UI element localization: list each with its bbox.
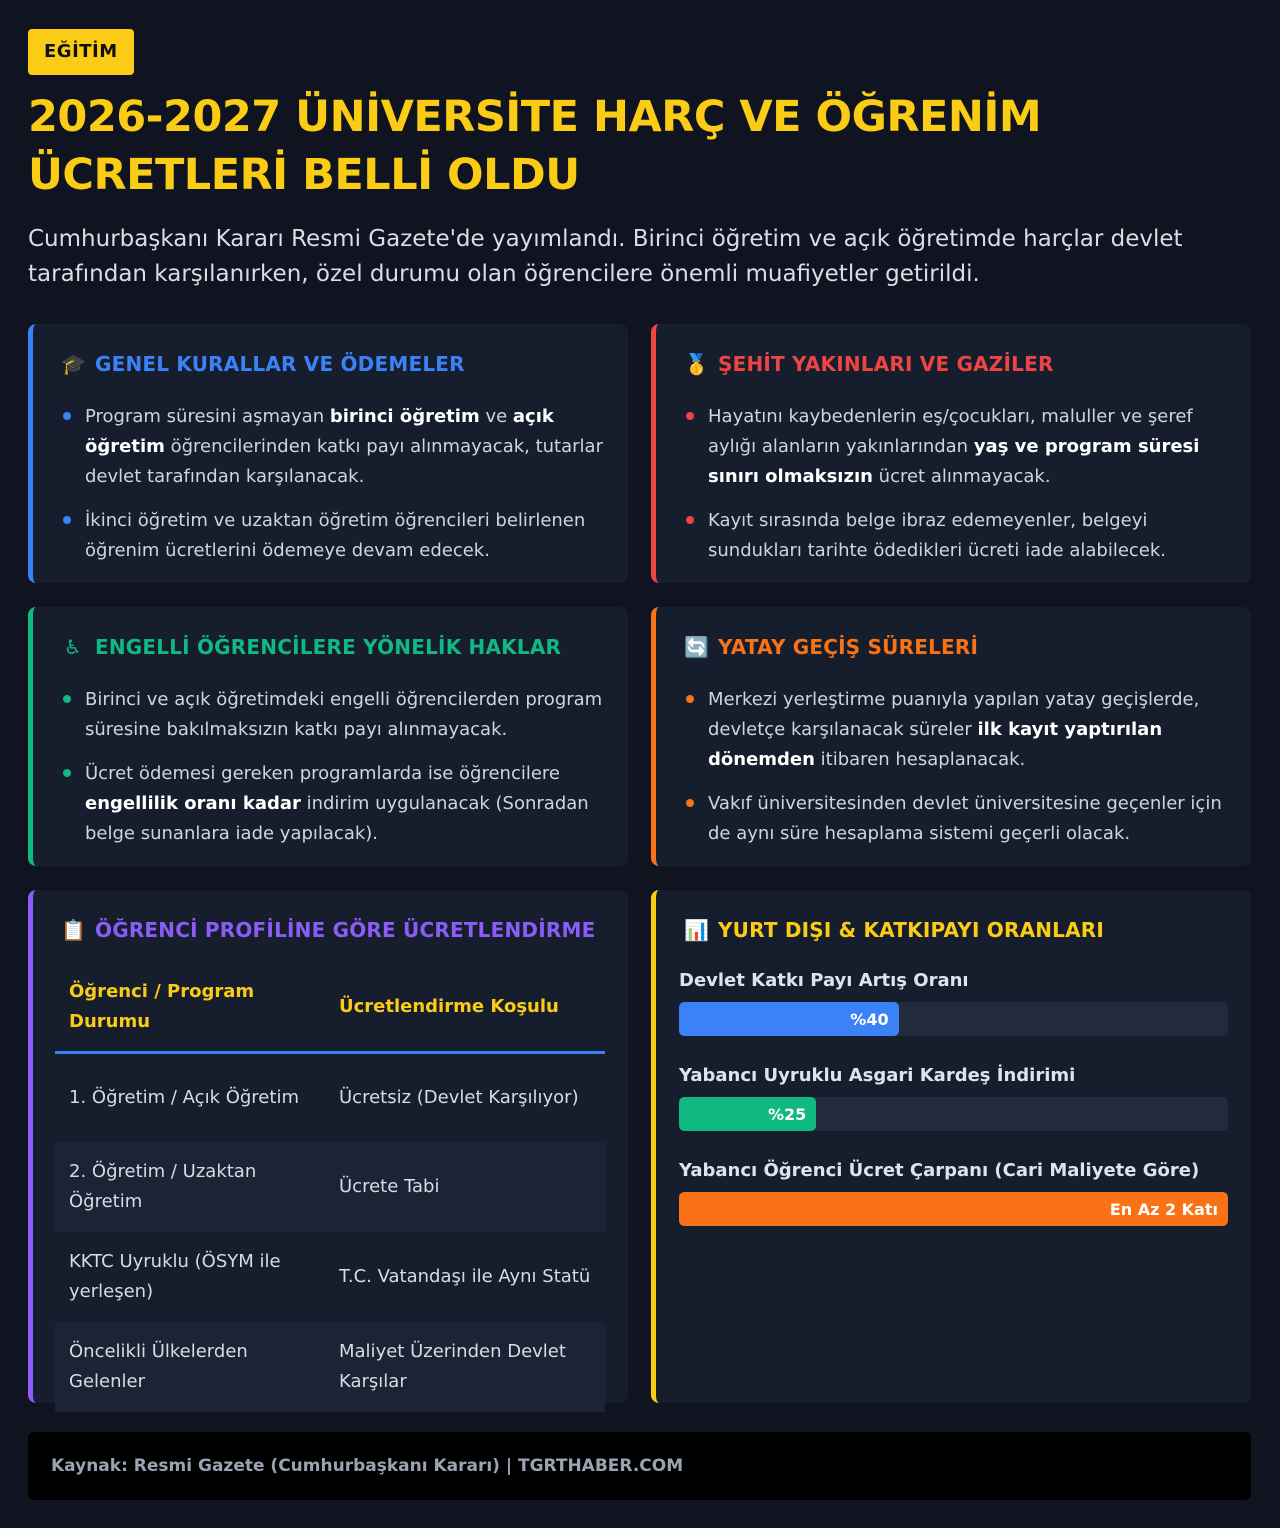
table-row — [55, 1142, 605, 1232]
card-martyr-relatives — [651, 324, 1251, 583]
list-item: Program süresini aşmayan birinci öğretim ve açık öğretim öğrencilerinden katkı payı alınmayacak, tutarlar devlet tarafından karşılanacak. — [61, 402, 606, 492]
list-item: Merkezi yerleştirme puanıyla yapılan yatay geçişlerde, devletçe karşılanacak süreler ilk kayıt yaptırılan dönemden itibaren hesaplanacak. — [684, 685, 1229, 775]
table-row — [55, 1052, 605, 1142]
rate-item — [679, 968, 1228, 1036]
source-footer: Kaynak: Resmi Gazete (Cumhurbaşkanı Kararı) | TGRTHABER.COM — [28, 1432, 1251, 1500]
column-header: Ücretlendirme Koşulu — [325, 968, 605, 1052]
medal-icon: 🥇 — [684, 352, 710, 376]
bullet-list — [684, 685, 1229, 863]
card-disabled-rights — [28, 607, 628, 866]
list-item: Kayıt sırasında belge ibraz edemeyenler, belgeyi sundukları tarihte ödedikleri ücreti iade alabilecek. — [684, 506, 1229, 566]
table-cell: Öncelikli Ülkelerden Gelenler — [55, 1322, 325, 1412]
pricing-table — [55, 968, 605, 1412]
clipboard-icon: 📋 — [61, 918, 87, 942]
page-title: 2026-2027 ÜNİVERSİTE HARÇ VE ÖĞRENİM ÜCRETLERİ BELLİ OLDU — [28, 92, 1042, 200]
table-cell: Maliyet Üzerinden Devlet Karşılar — [325, 1322, 605, 1412]
card-title: ENGELLİ ÖĞRENCİLERE YÖNELİK HAKLAR — [95, 635, 562, 659]
table-row — [55, 1322, 605, 1412]
column-header: Öğrenci / Program Durumu — [55, 968, 325, 1052]
rate-item — [679, 1158, 1228, 1226]
rate-item — [679, 1063, 1228, 1131]
rate-label: Devlet Katkı Payı Artış Oranı — [679, 970, 969, 991]
card-rates — [651, 890, 1251, 1403]
graduation-cap-icon: 🎓 — [61, 352, 87, 376]
rate-track — [679, 1097, 1228, 1131]
rate-fill: En Az 2 Katı — [679, 1192, 1228, 1226]
lead-paragraph: Cumhurbaşkanı Kararı Resmi Gazete'de yayımlandı. Birinci öğretim ve açık öğretimde harçlar devlet tarafından karşılanırken, özel durumu olan öğrencilere önemli muafiyetler getirildi. — [28, 226, 1183, 287]
card-title: GENEL KURALLAR VE ÖDEMELER — [95, 352, 465, 376]
table-header-row — [55, 968, 605, 1052]
rate-fill: %25 — [679, 1097, 816, 1131]
list-item: Vakıf üniversitesinden devlet üniversitesine geçenler için de aynı süre hesaplama sistemi geçerli olacak. — [684, 789, 1229, 849]
list-item: Birinci ve açık öğretimdeki engelli öğrencilerden program süresine bakılmaksızın katkı payı alınmayacak. — [61, 685, 606, 745]
table-row — [55, 1232, 605, 1322]
card-general-rules — [28, 324, 628, 583]
rate-track — [679, 1002, 1228, 1036]
table-cell: Ücrete Tabi — [325, 1142, 605, 1232]
card-transfer-periods — [651, 607, 1251, 866]
bullet-list — [61, 685, 606, 863]
rate-label: Yabancı Uyruklu Asgari Kardeş İndirimi — [679, 1065, 1076, 1086]
table-cell: 1. Öğretim / Açık Öğretim — [69, 1086, 299, 1108]
card-title: YURT DIŞI & KATKIPAYI ORANLARI — [718, 918, 1105, 942]
rate-label: Yabancı Öğrenci Ücret Çarpanı (Cari Maliyete Göre) — [679, 1160, 1200, 1181]
card-title: ÖĞRENCİ PROFİLİNE GÖRE ÜCRETLENDİRME — [95, 918, 596, 942]
rate-track — [679, 1192, 1228, 1226]
refresh-icon: 🔄 — [684, 635, 710, 659]
category-tag: EĞİTİM — [28, 29, 134, 75]
bullet-list — [61, 402, 606, 580]
card-student-profile-pricing — [28, 890, 628, 1403]
bullet-list — [684, 402, 1229, 580]
bar-chart-icon: 📊 — [684, 918, 710, 942]
rate-bars — [679, 968, 1228, 1253]
list-item: Hayatını kaybedenlerin eş/çocukları, maluller ve şeref aylığı alanların yakınlarından yaş ve program süresi sınırı olmaksızın ücret alınmayacak. — [684, 402, 1229, 492]
wheelchair-icon: ♿ — [63, 635, 83, 659]
table-cell: 2. Öğretim / Uzaktan Öğretim — [55, 1142, 325, 1232]
card-title: YATAY GEÇİŞ SÜRELERİ — [718, 635, 979, 659]
table-cell: T.C. Vatandaşı ile Aynı Statü — [339, 1266, 591, 1287]
card-title: ŞEHİT YAKINLARI VE GAZİLER — [718, 352, 1054, 376]
rate-fill: %40 — [679, 1002, 899, 1036]
list-item: Ücret ödemesi gereken programlarda ise öğrencilere engellilik oranı kadar indirim uygulanacak (Sonradan belge sunanlara iade yapılacak). — [61, 759, 606, 849]
table-cell: Ücretsiz (Devlet Karşılıyor) — [339, 1086, 579, 1108]
table-cell: KKTC Uyruklu (ÖSYM ile yerleşen) — [69, 1251, 281, 1302]
list-item: İkinci öğretim ve uzaktan öğretim öğrencileri belirlenen öğrenim ücretlerini ödemeye devam edecek. — [61, 506, 606, 566]
